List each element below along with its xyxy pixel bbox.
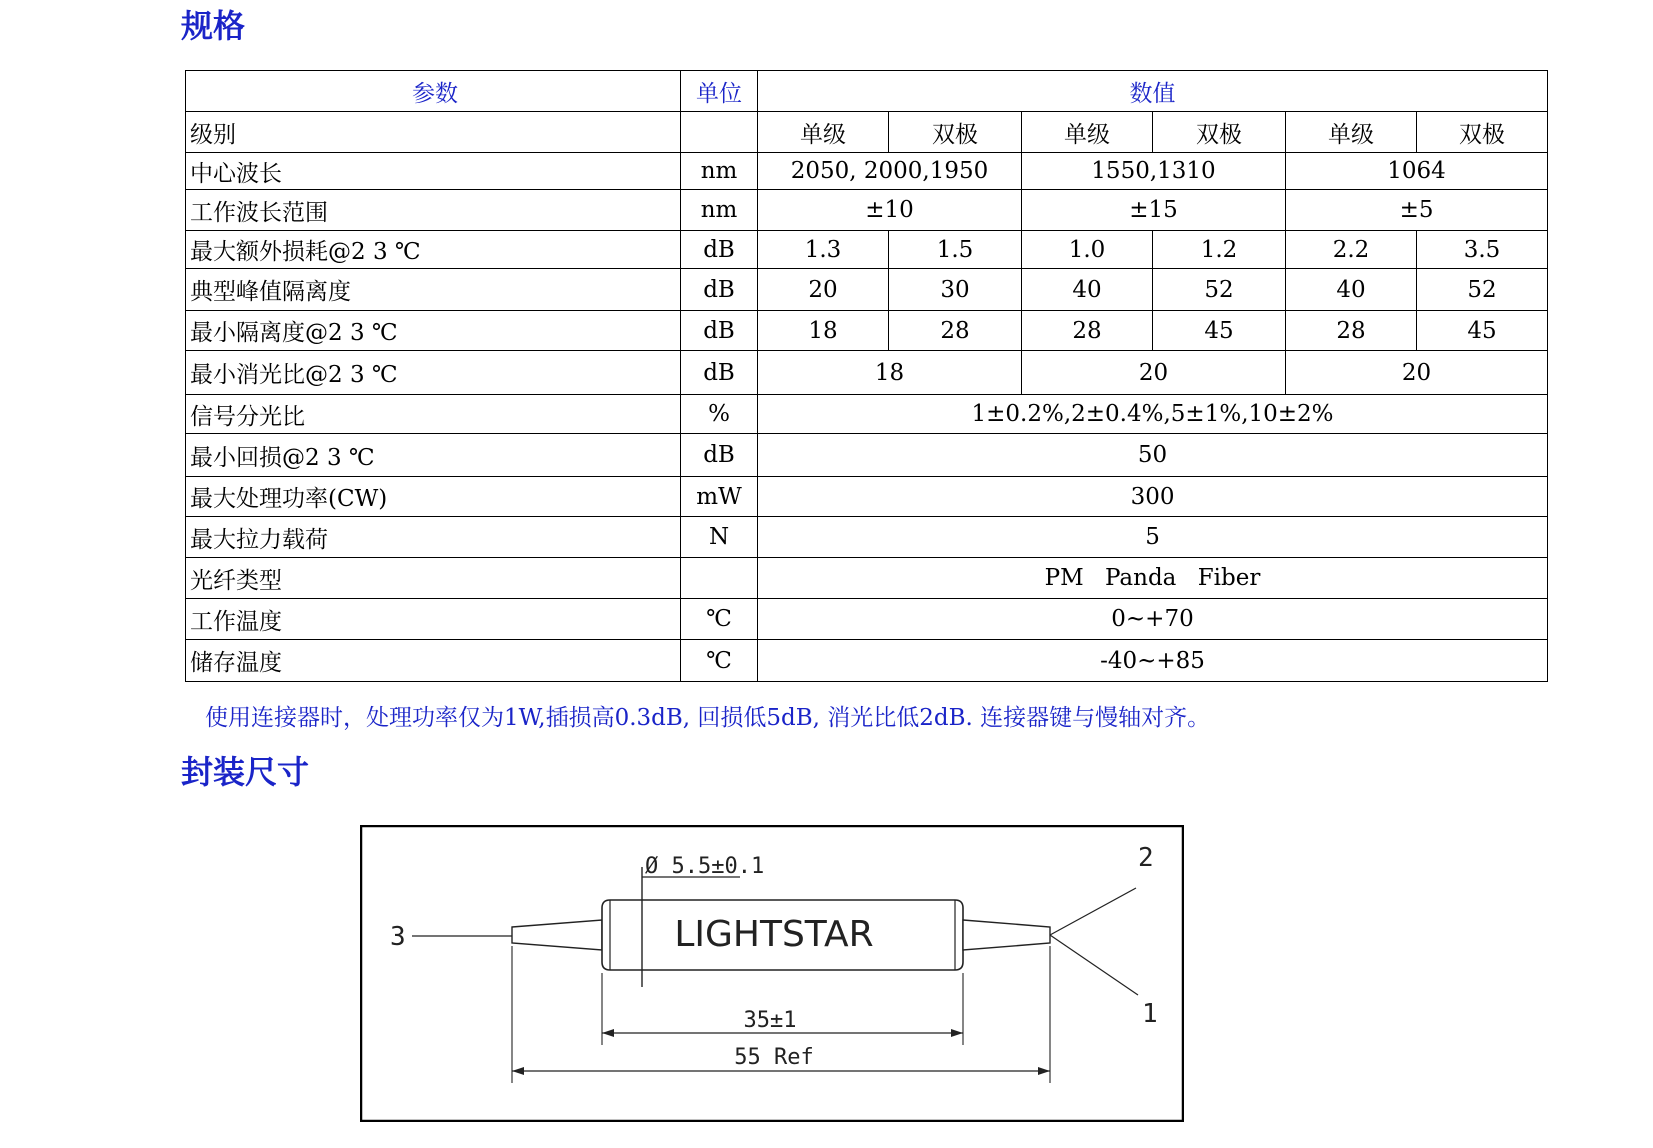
body-length-label: 35±1	[743, 1008, 797, 1033]
row-cell: 1±0.2%,2±0.4%,5±1%,10±2%	[758, 395, 1548, 434]
row-unit: nm	[681, 153, 758, 190]
row-cell: 单级	[1286, 112, 1417, 153]
table-row	[186, 311, 1548, 351]
table-row	[186, 190, 1548, 231]
table-row	[186, 640, 1548, 682]
row-unit: nm	[681, 190, 758, 231]
row-cell: 1.5	[889, 231, 1022, 269]
row-param: 中心波长	[186, 153, 681, 190]
table-row	[186, 599, 1548, 640]
row-cell: 52	[1417, 269, 1548, 311]
spec-heading: 规格	[181, 7, 246, 45]
header-value: 数值	[758, 71, 1548, 112]
row-unit: dB	[681, 311, 758, 351]
row-unit: dB	[681, 351, 758, 395]
row-cell: 300	[758, 477, 1548, 517]
row-cell: 28	[1286, 311, 1417, 351]
row-unit: %	[681, 395, 758, 434]
row-cell: 单级	[1022, 112, 1153, 153]
row-cell: 45	[1417, 311, 1548, 351]
row-unit	[681, 112, 758, 153]
row-cell: 52	[1153, 269, 1286, 311]
row-param: 光纤类型	[186, 558, 681, 599]
row-cell: -40~+85	[758, 640, 1548, 682]
drawing-frame	[361, 826, 1183, 1121]
row-param: 最大额外损耗@2 3 ℃	[186, 231, 681, 269]
row-cell: 5	[758, 517, 1548, 558]
row-cell: 单级	[758, 112, 889, 153]
port-1-label: 1	[1142, 999, 1158, 1029]
row-cell: ±5	[1286, 190, 1548, 231]
table-row	[186, 517, 1548, 558]
row-cell: 1.3	[758, 231, 889, 269]
row-cell: 18	[758, 351, 1022, 395]
package-heading: 封装尺寸	[181, 753, 310, 791]
table-row	[186, 269, 1548, 311]
row-param: 最大拉力载荷	[186, 517, 681, 558]
table-row	[186, 231, 1548, 269]
row-cell: 1.2	[1153, 231, 1286, 269]
diameter-label: Ø 5.5±0.1	[645, 854, 765, 879]
row-cell: 20	[758, 269, 889, 311]
row-unit: mW	[681, 477, 758, 517]
row-cell: 40	[1022, 269, 1153, 311]
connector-note: 使用连接器时，处理功率仅为1W,插损高0.3dB, 回损低5dB, 消光比低2dB. 连接器键与慢轴对齐。	[205, 705, 1211, 731]
row-cell: PM Panda Fiber	[758, 558, 1548, 599]
row-unit: dB	[681, 434, 758, 477]
row-cell: 50	[758, 434, 1548, 477]
row-unit: ℃	[681, 640, 758, 682]
row-param: 最小消光比@2 3 ℃	[186, 351, 681, 395]
row-param: 级别	[186, 112, 681, 153]
table-row	[186, 434, 1548, 477]
row-cell: ±15	[1022, 190, 1286, 231]
row-param: 信号分光比	[186, 395, 681, 434]
package-drawing-svg	[360, 825, 1184, 1122]
row-param: 最小回损@2 3 ℃	[186, 434, 681, 477]
header-unit: 单位	[681, 71, 758, 112]
port-2-label: 2	[1138, 843, 1154, 873]
row-cell: 1.0	[1022, 231, 1153, 269]
row-cell: 2.2	[1286, 231, 1417, 269]
row-param: 储存温度	[186, 640, 681, 682]
row-unit: N	[681, 517, 758, 558]
total-length-label: 55 Ref	[734, 1045, 814, 1070]
row-unit: dB	[681, 231, 758, 269]
row-cell: 40	[1286, 269, 1417, 311]
row-param: 最大处理功率(CW)	[186, 477, 681, 517]
row-cell: 18	[758, 311, 889, 351]
row-cell: 45	[1153, 311, 1286, 351]
row-cell: 28	[889, 311, 1022, 351]
row-unit	[681, 558, 758, 599]
spec-table	[185, 70, 1548, 682]
table-header-row	[186, 71, 1548, 112]
row-cell: ±10	[758, 190, 1022, 231]
port-3-label: 3	[390, 922, 406, 952]
package-drawing	[360, 825, 1184, 1122]
table-row	[186, 351, 1548, 395]
brand-label: LIGHTSTAR	[674, 914, 874, 955]
row-param: 工作波长范围	[186, 190, 681, 231]
table-row	[186, 153, 1548, 190]
row-cell: 1064	[1286, 153, 1548, 190]
table-row	[186, 558, 1548, 599]
row-unit: dB	[681, 269, 758, 311]
row-cell: 双极	[1153, 112, 1286, 153]
table-row	[186, 112, 1548, 153]
row-cell: 30	[889, 269, 1022, 311]
row-cell: 28	[1022, 311, 1153, 351]
row-cell: 3.5	[1417, 231, 1548, 269]
row-cell: 2050, 2000,1950	[758, 153, 1022, 190]
row-cell: 双极	[889, 112, 1022, 153]
row-cell: 20	[1022, 351, 1286, 395]
table-row	[186, 395, 1548, 434]
row-cell: 0~+70	[758, 599, 1548, 640]
row-param: 典型峰值隔离度	[186, 269, 681, 311]
row-cell: 1550,1310	[1022, 153, 1286, 190]
table-row	[186, 477, 1548, 517]
row-param: 最小隔离度@2 3 ℃	[186, 311, 681, 351]
header-param: 参数	[186, 71, 681, 112]
row-cell: 双极	[1417, 112, 1548, 153]
row-cell: 20	[1286, 351, 1548, 395]
row-param: 工作温度	[186, 599, 681, 640]
row-unit: ℃	[681, 599, 758, 640]
